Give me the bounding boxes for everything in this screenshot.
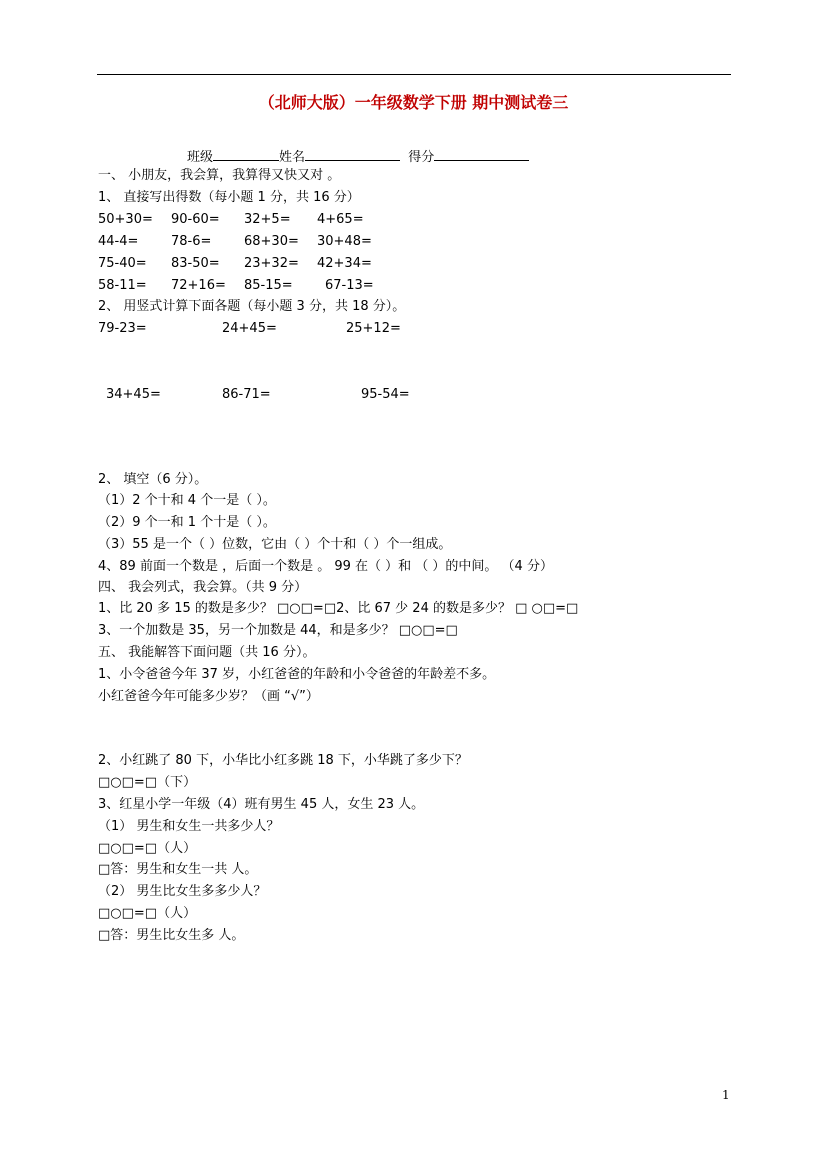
word-problem-line: 3、一个加数是 35，另一个加数是 44，和是多少？ □○□=□: [98, 623, 458, 638]
question-3-heading: 2、 填空（6 分）。: [98, 472, 208, 487]
calc-item: 44-4=: [98, 234, 139, 249]
page-title: （北师大版）一年级数学下册 期中测试卷三: [258, 93, 569, 112]
fill-item: 4、89 前面一个数是 ，后面一个数是 。 99 在（ ）和 （ ）的中间。 （4 分）: [98, 559, 553, 574]
calc-item: 58-11=: [98, 278, 147, 293]
score-blank[interactable]: [434, 146, 529, 161]
problem-text: 3、红星小学一年级（4）班有男生 45 人，女生 23 人。: [98, 797, 425, 812]
calc-item: 78-6=: [171, 234, 212, 249]
vertical-calc-item: 86-71=: [222, 387, 271, 402]
calc-item: 4+65=: [317, 212, 364, 227]
name-label: 姓名: [279, 150, 306, 165]
answer-formula: □○□=□（人）: [98, 841, 197, 856]
calc-item: 32+5=: [244, 212, 291, 227]
calc-item: 30+48=: [317, 234, 372, 249]
fill-item: （1）2 个十和 4 个一是（ ）。: [98, 493, 276, 508]
score-label: 得分: [408, 150, 435, 165]
calc-item: 90-60=: [171, 212, 220, 227]
top-rule: [97, 74, 731, 75]
name-blank[interactable]: [305, 146, 400, 161]
calc-item: 85-15=: [244, 278, 293, 293]
vertical-calc-item: 24+45=: [222, 321, 277, 336]
calc-item: 67-13=: [325, 278, 374, 293]
calc-item: 42+34=: [317, 256, 372, 271]
vertical-calc-item: 34+45=: [106, 387, 161, 402]
calc-item: 72+16=: [171, 278, 226, 293]
fill-item: （2）9 个一和 1 个十是（ ）。: [98, 515, 276, 530]
question-2-heading: 2、 用竖式计算下面各题（每小题 3 分，共 18 分）。: [98, 299, 406, 314]
class-label: 班级: [187, 150, 214, 165]
page-number: 1: [722, 1088, 730, 1102]
calc-item: 68+30=: [244, 234, 299, 249]
answer-formula: □○□=□（下）: [98, 775, 197, 790]
calc-item: 23+32=: [244, 256, 299, 271]
section-1-heading: 一、 小朋友，我会算，我算得又快又对 。: [98, 168, 341, 183]
vertical-calc-item: 25+12=: [346, 321, 401, 336]
answer-sentence: □答：男生比女生多 人。: [98, 928, 245, 943]
section-4-heading: 四、 我会列式，我会算。（共 9 分）: [98, 580, 308, 595]
section-5-heading: 五、 我能解答下面问题（共 16 分）。: [98, 645, 316, 660]
header-fields: [187, 146, 529, 167]
sub-question: （1） 男生和女生一共多少人？: [98, 819, 280, 834]
class-blank[interactable]: [213, 146, 279, 161]
answer-sentence: □答：男生和女生一共 人。: [98, 862, 258, 877]
vertical-calc-item: 95-54=: [361, 387, 410, 402]
calc-item: 75-40=: [98, 256, 147, 271]
calc-item: 83-50=: [171, 256, 220, 271]
sub-question: （2） 男生比女生多多少人？: [98, 884, 267, 899]
problem-text: 2、小红跳了 80 下，小华比小红多跳 18 下，小华跳了多少下？: [98, 753, 468, 768]
question-1-heading: 1、 直接写出得数（每小题 1 分，共 16 分）: [98, 190, 360, 205]
problem-text: 1、小令爸爸今年 37 岁，小红爸爸的年龄和小令爸爸的年龄差不多。: [98, 667, 496, 682]
calc-item: 50+30=: [98, 212, 153, 227]
fill-item: （3）55 是一个（ ）位数，它由（ ）个十和（ ）个一组成。: [98, 537, 452, 552]
problem-text: 小红爸爸今年可能多少岁？（画 “√”）: [98, 689, 319, 704]
vertical-calc-item: 79-23=: [98, 321, 147, 336]
word-problem-line: 1、比 20 多 15 的数是多少？ □○□=□2、比 67 少 24 的数是多少？ □ ○□=□: [98, 601, 579, 616]
answer-formula: □○□=□（人）: [98, 906, 197, 921]
